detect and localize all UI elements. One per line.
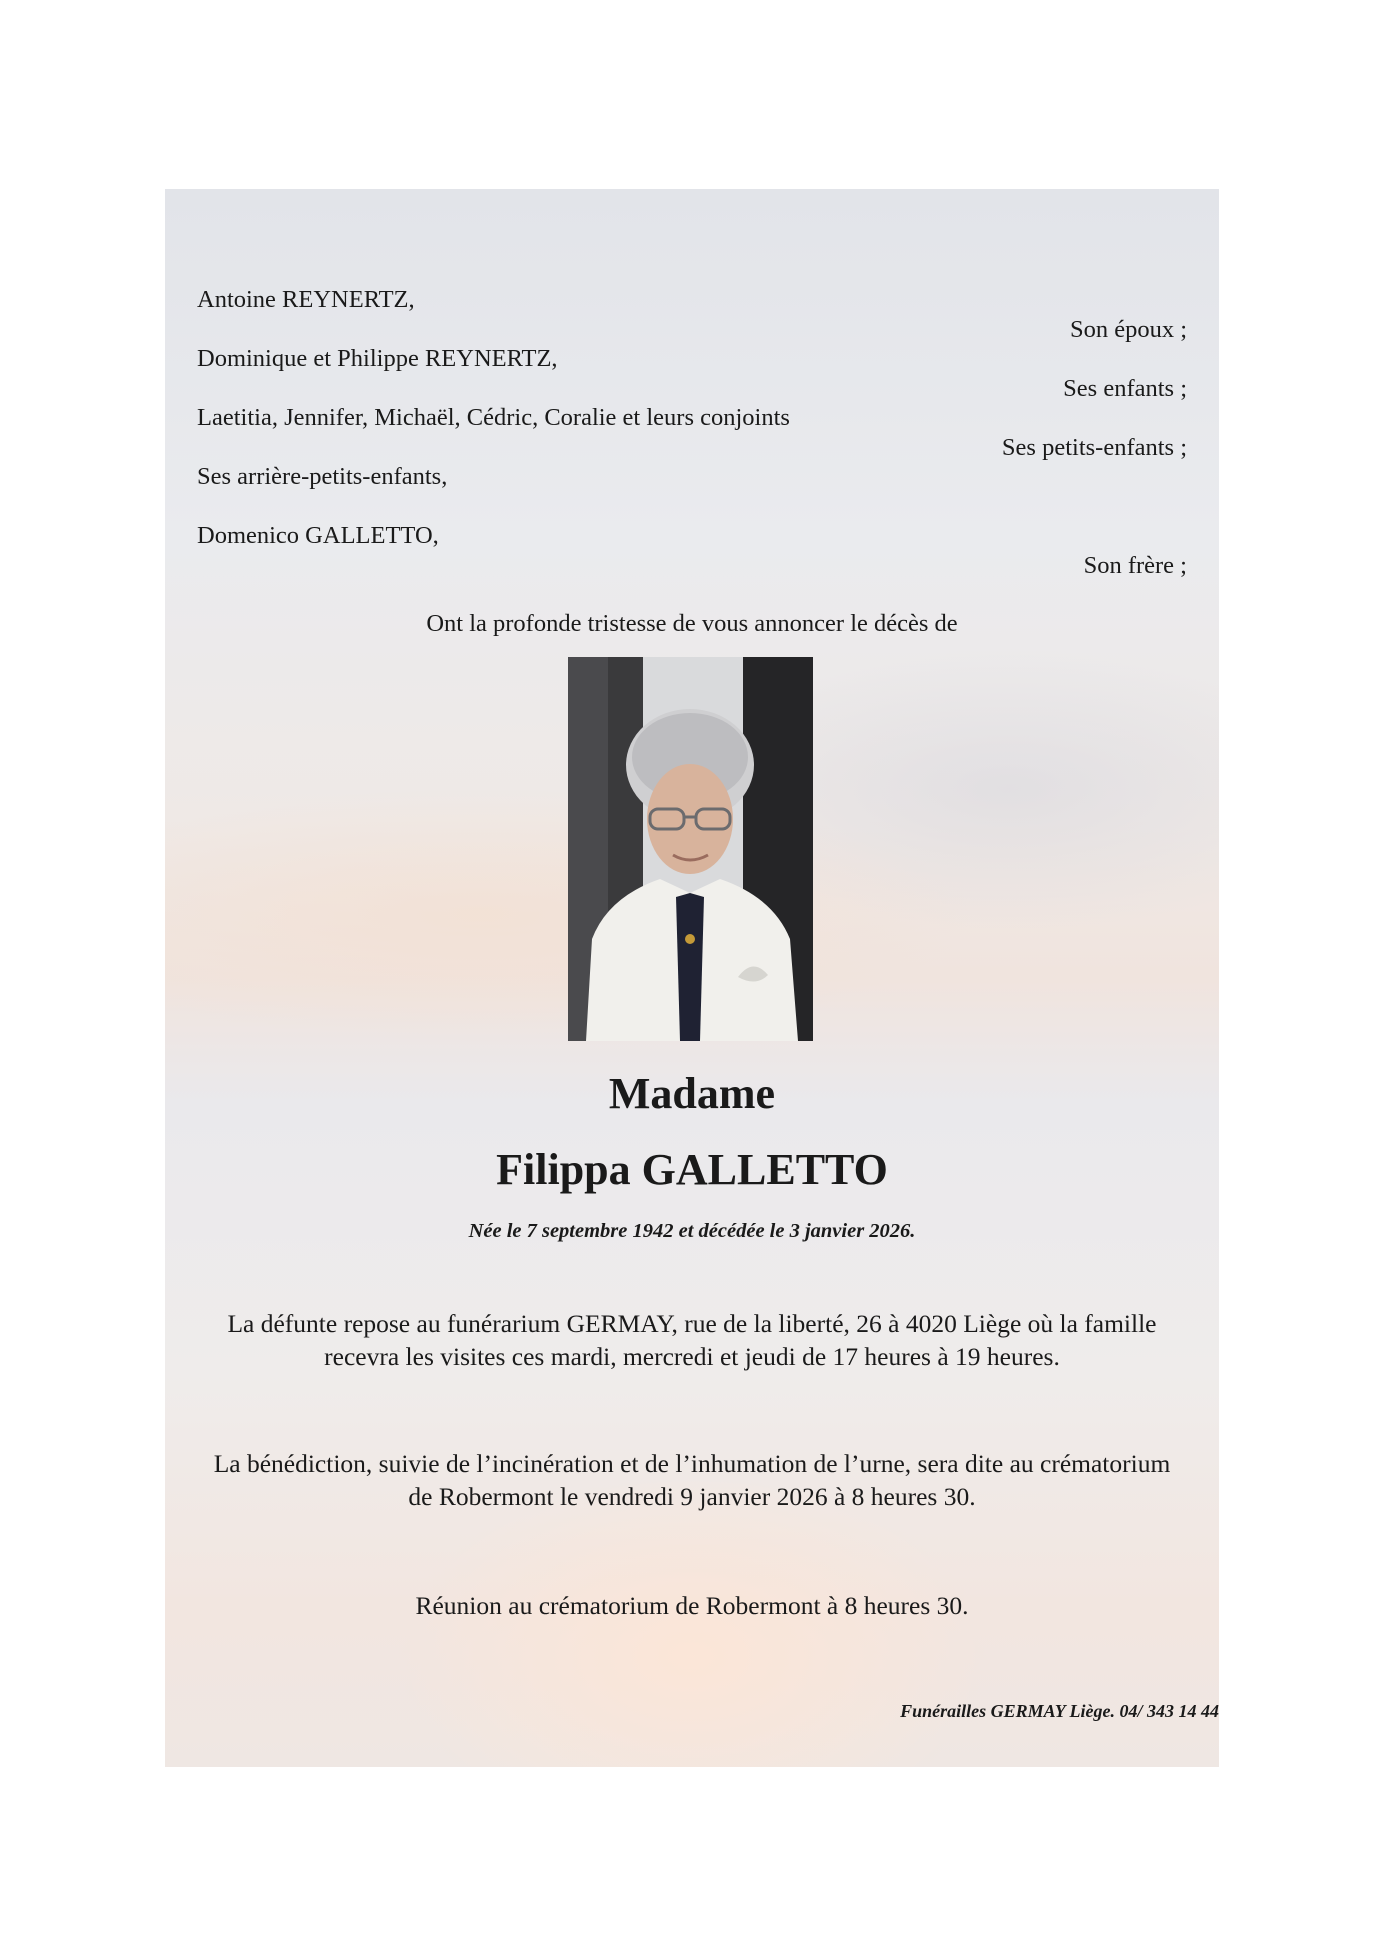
- family-relation-5: Son frère ;: [1083, 552, 1187, 579]
- birth-death-dates: Née le 7 septembre 1942 et décédée le 3 janvier 2026.: [468, 1220, 916, 1242]
- deceased-title: Madame: [608, 1069, 776, 1118]
- family-name-1: Antoine REYNERTZ,: [197, 286, 415, 313]
- family-relation-2: Ses enfants ;: [1063, 375, 1187, 402]
- ceremony-line-1: La bénédiction, suivie de l’incinération et de l’inhumation de l’urne, sera dite au crématorium: [213, 1449, 1171, 1478]
- deceased-name: Filippa GALLETTO: [496, 1145, 888, 1194]
- family-name-3: Laetitia, Jennifer, Michaël, Cédric, Coralie et leurs conjoints: [197, 404, 790, 431]
- portrait-photo: [568, 657, 813, 1041]
- family-name-4: Ses arrière-petits-enfants,: [197, 463, 448, 490]
- visitation-line-1: La défunte repose au funérarium GERMAY, rue de la liberté, 26 à 4020 Liège où la famille: [227, 1309, 1157, 1338]
- funeral-home-footer: Funérailles GERMAY Liège. 04/ 343 14 44: [900, 1701, 1219, 1721]
- family-relation-3: Ses petits-enfants ;: [1001, 434, 1187, 461]
- announcement-text: Ont la profonde tristesse de vous annoncer le décès de: [426, 610, 958, 637]
- ceremony-info: [165, 1447, 1219, 1513]
- family-name-5: Domenico GALLETTO,: [197, 522, 439, 549]
- obituary-card: [165, 189, 1219, 1767]
- family-name-2: Dominique et Philippe REYNERTZ,: [197, 345, 558, 372]
- ceremony-line-2: de Robermont le vendredi 9 janvier 2026 à 8 heures 30.: [408, 1482, 976, 1512]
- family-relation-1: Son époux ;: [1069, 316, 1187, 343]
- visitation-line-2: recevra les visites ces mardi, mercredi et jeudi de 17 heures à 19 heures.: [324, 1342, 1060, 1372]
- meeting-info: Réunion au crématorium de Robermont à 8 heures 30.: [415, 1591, 969, 1620]
- visitation-info: [165, 1307, 1219, 1373]
